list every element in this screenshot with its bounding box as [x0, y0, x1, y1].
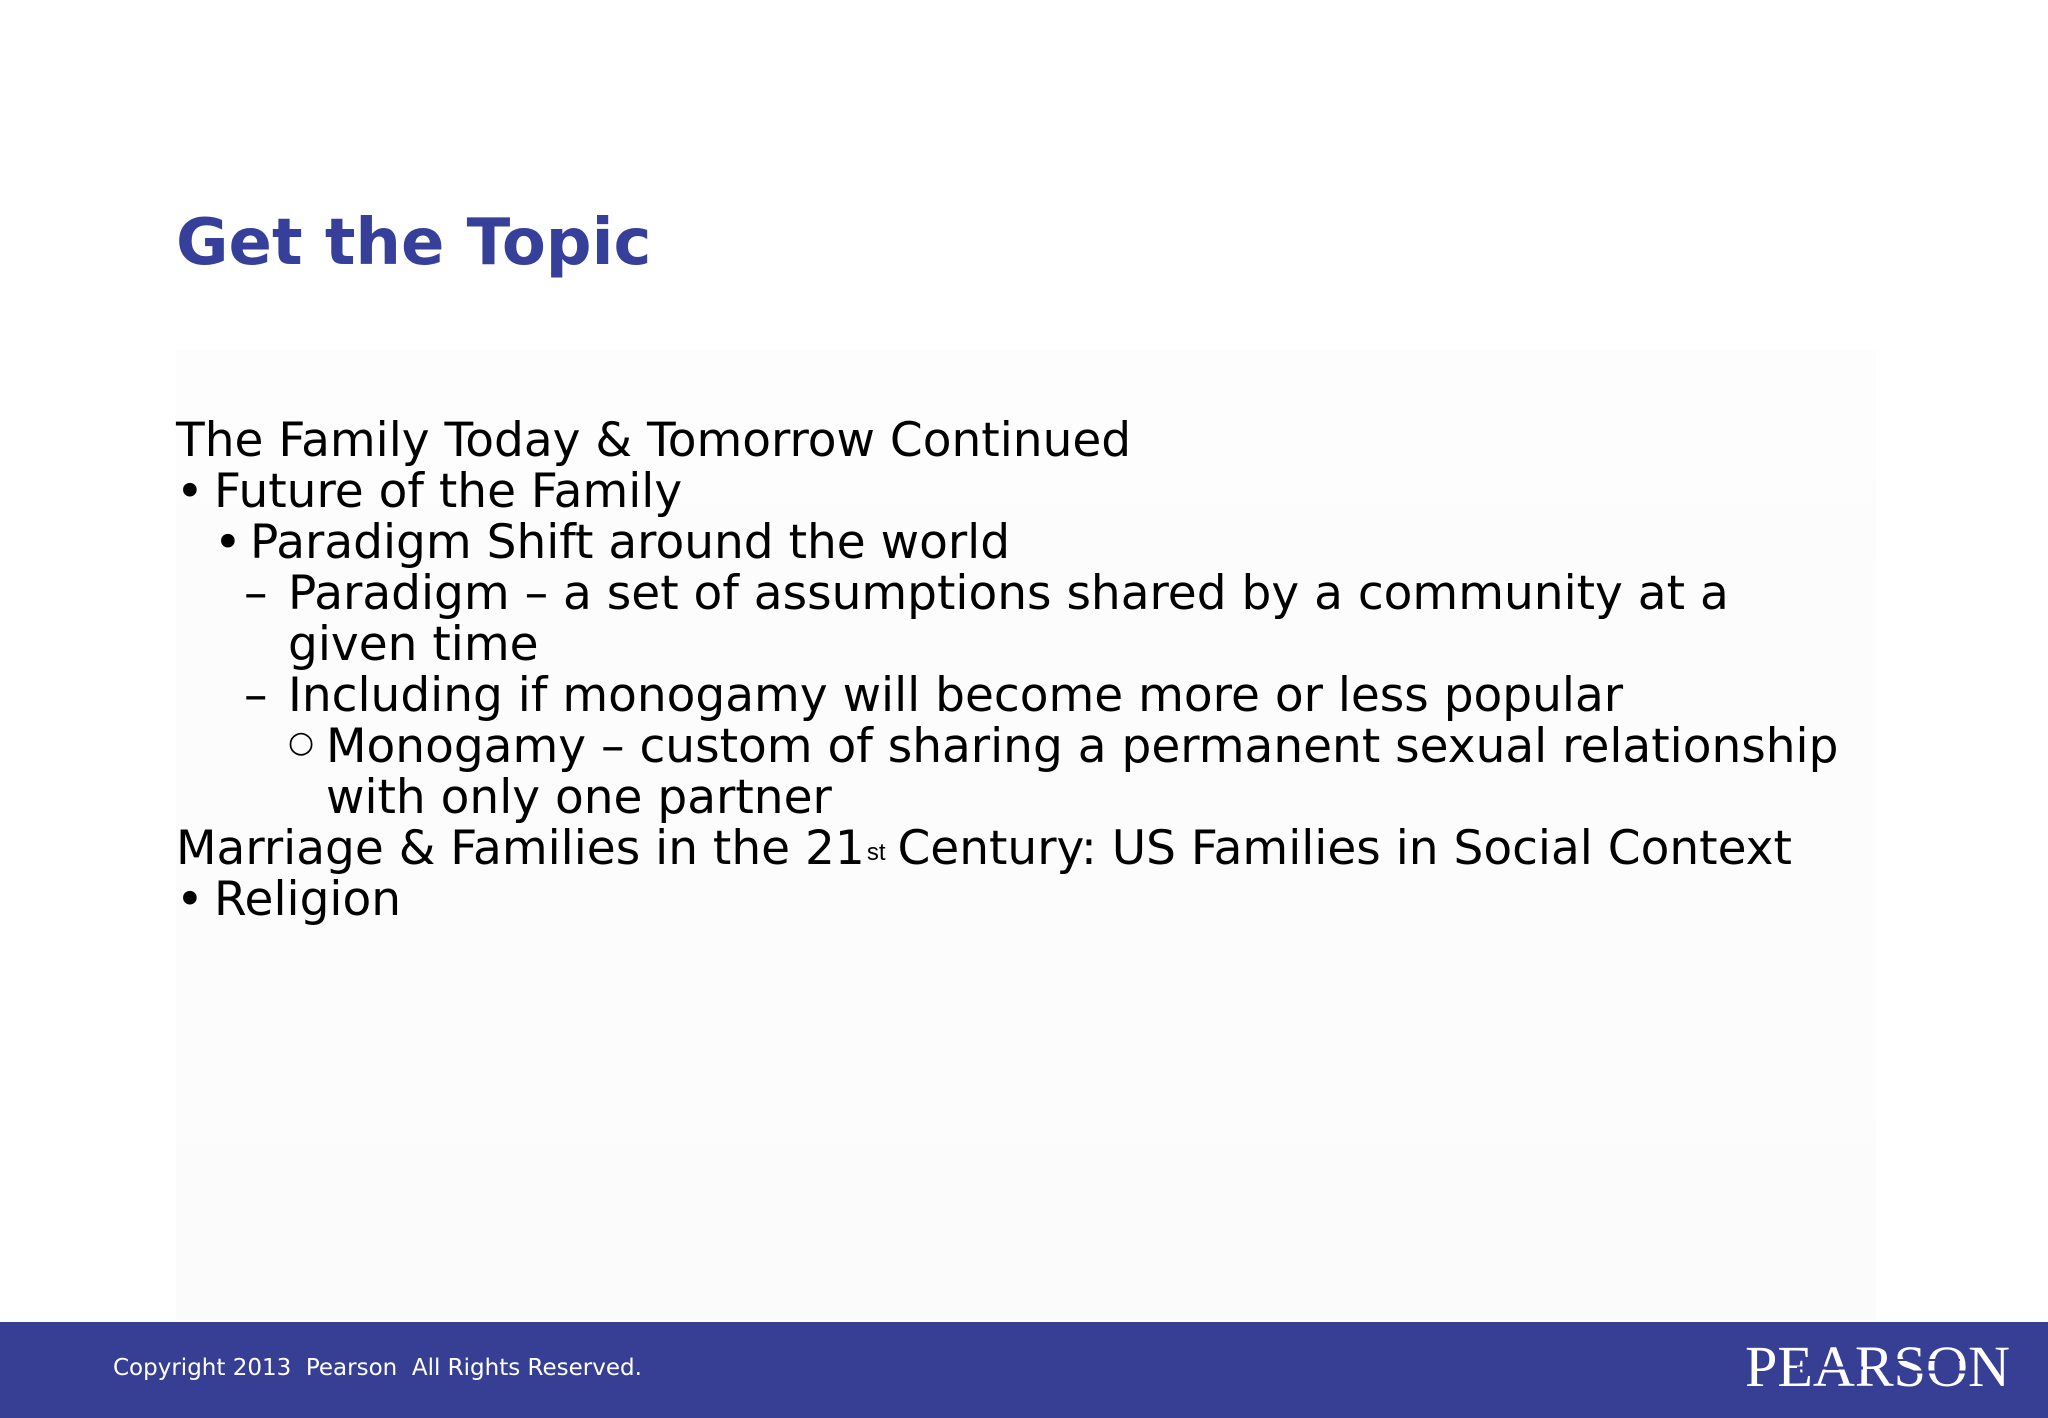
section-heading-text: Marriage & Families in the 21: [176, 821, 865, 876]
bullet-marker: •: [176, 872, 204, 927]
pearson-logo: [1745, 1338, 2010, 1394]
ordinal-suffix: st: [866, 839, 886, 866]
dash-text: Including if monogamy will become more or less popular: [288, 668, 1624, 723]
sub-bullet-text: Paradigm Shift around the world: [250, 515, 1011, 570]
sub-bullet-item: [176, 517, 1876, 568]
footer-bar: [0, 1322, 2048, 1418]
circle-marker: ○: [288, 725, 315, 760]
bullet-marker: •: [176, 464, 204, 519]
slide-title: Get the Topic: [176, 206, 652, 280]
bullet-item: [176, 874, 1876, 925]
bullet-item: [176, 466, 1876, 517]
section-heading: [176, 415, 1876, 466]
pearson-logo-text: PEARSON: [1745, 1338, 2010, 1394]
slide-body: [176, 415, 1876, 925]
circle-text: Monogamy – custom of sharing a permanent sexual relationship: [326, 719, 1839, 774]
dash-text: Paradigm – a set of assumptions shared by a community at a: [288, 566, 1729, 621]
bullet-text: Future of the Family: [214, 464, 683, 519]
dash-item-continuation: [176, 619, 1876, 670]
dash-item: [176, 670, 1876, 721]
dash-marker: –: [244, 668, 268, 723]
circle-text: with only one partner: [326, 770, 832, 825]
section-heading: [176, 823, 1876, 874]
dash-text: given time: [288, 617, 539, 672]
bullet-text: Religion: [214, 872, 402, 927]
circle-item-continuation: [176, 772, 1876, 823]
section-heading-text: The Family Today & Tomorrow Continued: [176, 413, 1132, 468]
section-heading-text: Century: US Families in Social Context: [897, 821, 1792, 876]
bullet-marker: •: [214, 515, 242, 570]
dash-item: [176, 568, 1876, 619]
copyright-text: Copyright 2013 Pearson All Rights Reserved.: [113, 1355, 642, 1381]
dash-marker: –: [244, 566, 268, 621]
circle-item: [176, 721, 1876, 772]
